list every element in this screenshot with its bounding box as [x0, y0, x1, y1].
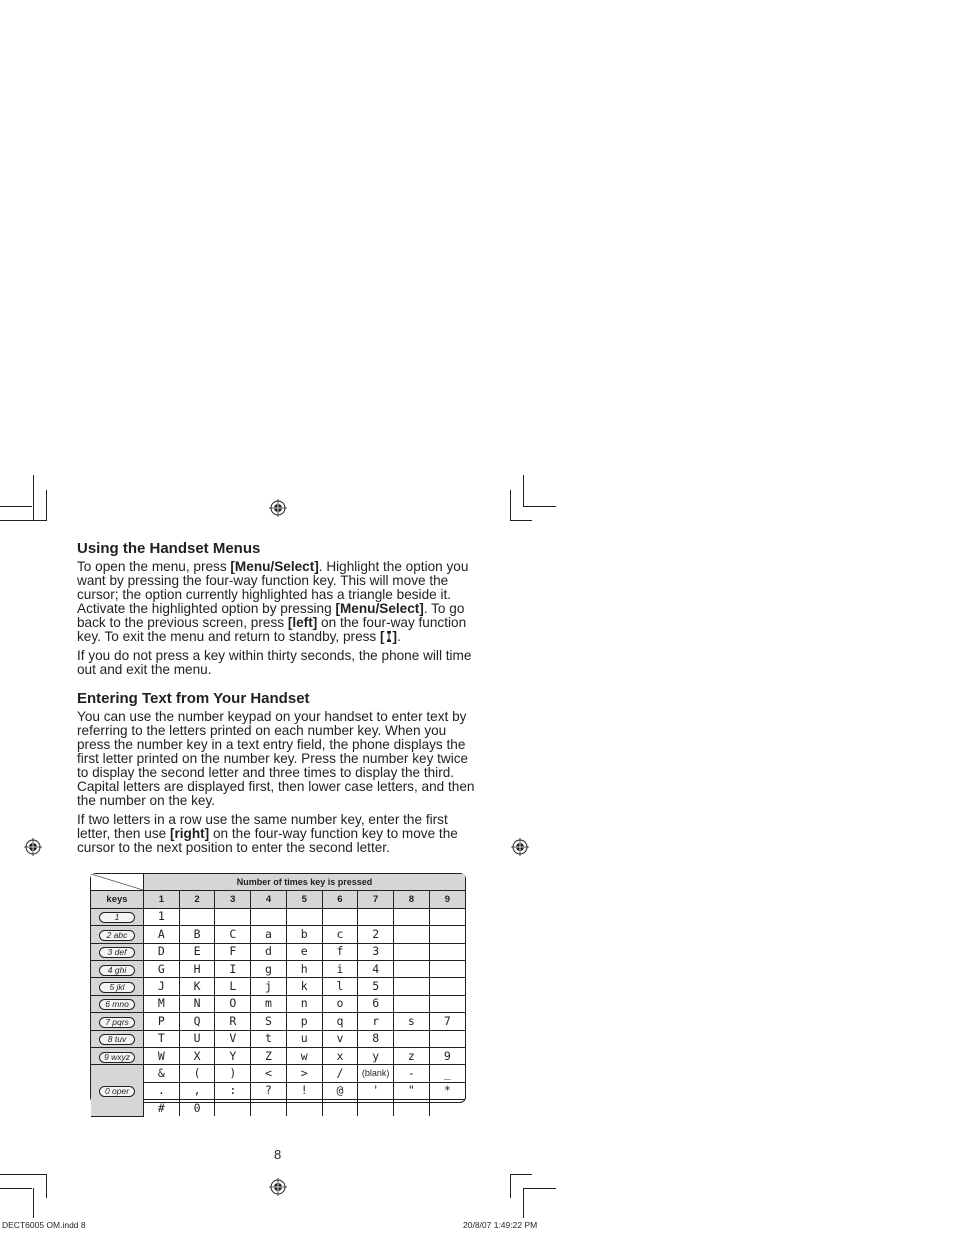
date-slug: 20/8/07 1:49:22 PM	[463, 1220, 538, 1230]
section-heading-text-entry: Entering Text from Your Handset	[77, 690, 310, 707]
char-cell: y	[358, 1047, 394, 1064]
char-cell: -	[394, 1065, 430, 1082]
table-row	[91, 978, 465, 995]
char-cell	[429, 1100, 465, 1117]
key-reference: [right]	[169, 826, 210, 841]
key-cell	[91, 1013, 144, 1030]
file-slug: DECT6005 OM.indd 8	[2, 1220, 86, 1230]
registration-mark-icon	[269, 1178, 287, 1196]
crop-mark	[523, 1188, 524, 1218]
crop-mark	[0, 506, 32, 507]
char-cell: >	[286, 1065, 322, 1082]
crop-mark	[510, 490, 511, 521]
table-row	[91, 1082, 465, 1099]
char-cell	[394, 960, 430, 977]
crop-mark	[510, 1174, 511, 1198]
table-header-row	[91, 874, 465, 891]
keys-column-header: keys	[91, 891, 144, 908]
text-run: . Highlight the option you want by pressing the four-way function key. This will move the cursor; the option currently highlighted has a triangle beside it. Activate the highlighted option by pressing	[77, 559, 469, 616]
press-count-header: 4	[251, 891, 287, 908]
char-cell: 3	[358, 943, 394, 960]
text-run: If two letters in a row use the same number key, enter the first letter, then use	[77, 812, 448, 841]
keypad-key-icon: 8 tuv	[99, 1034, 135, 1045]
char-cell: &	[144, 1065, 180, 1082]
char-cell: !	[286, 1082, 322, 1099]
keypad-key-icon: 2 abc	[99, 930, 135, 941]
crop-mark	[33, 475, 34, 521]
table-row	[91, 1013, 465, 1030]
char-cell: Z	[251, 1047, 287, 1064]
text-entry-paragraph-1: You can use the number keypad on your handset to enter text by referring to the letters printed on each number key. When you press the number key in a text entry field, the phone displays the first letter printed on the number key. Press the number key twice to display the second letter and three times to display the third. Capital letters are displayed first, then lower case letters, and then the number on the key.	[77, 709, 475, 808]
char-cell: M	[144, 995, 180, 1012]
char-cell	[429, 1030, 465, 1047]
table-row	[91, 943, 465, 960]
char-cell: N	[179, 995, 215, 1012]
char-cell: o	[322, 995, 358, 1012]
crop-mark	[46, 490, 47, 521]
press-count-header: 2	[179, 891, 215, 908]
key-reference: [	[380, 629, 385, 644]
char-cell: C	[215, 926, 251, 943]
char-cell	[394, 995, 430, 1012]
char-cell: t	[251, 1030, 287, 1047]
char-cell	[286, 1100, 322, 1117]
menus-paragraph-2: If you do not press a key within thirty seconds, the phone will time out and exit the menu.	[77, 648, 472, 677]
table-row	[91, 1100, 465, 1117]
char-cell: O	[215, 995, 251, 1012]
char-cell: (	[179, 1065, 215, 1082]
char-cell: b	[286, 926, 322, 943]
char-cell: l	[322, 978, 358, 995]
char-cell: ?	[251, 1082, 287, 1099]
char-cell: n	[286, 995, 322, 1012]
char-cell: 2	[358, 926, 394, 943]
press-count-header: 6	[322, 891, 358, 908]
char-cell: a	[251, 926, 287, 943]
crop-mark	[46, 1174, 47, 1198]
char-cell	[429, 908, 465, 925]
press-count-header: 9	[429, 891, 465, 908]
text-run: . To go back to the previous screen, press	[77, 601, 465, 630]
char-cell: K	[179, 978, 215, 995]
char-cell: X	[179, 1047, 215, 1064]
key-cell	[91, 926, 144, 943]
char-cell	[358, 1100, 394, 1117]
char-cell: 6	[358, 995, 394, 1012]
char-cell: 8	[358, 1030, 394, 1047]
key-reference: [Menu/Select]	[230, 559, 319, 574]
char-cell: i	[322, 960, 358, 977]
key-cell	[91, 978, 144, 995]
char-cell	[429, 995, 465, 1012]
char-cell: z	[394, 1047, 430, 1064]
table-row	[91, 908, 465, 925]
char-cell	[429, 960, 465, 977]
registration-mark-icon	[24, 838, 42, 856]
char-cell: m	[251, 995, 287, 1012]
char-cell: u	[286, 1030, 322, 1047]
text-run: on the four-way function key to move the cursor to the next position to enter the second letter.	[77, 826, 458, 855]
page-number: 8	[274, 1147, 282, 1162]
char-cell: A	[144, 926, 180, 943]
crop-mark	[0, 1174, 47, 1175]
crop-mark	[523, 475, 524, 507]
keypad-key-icon: 6 mno	[99, 999, 135, 1010]
key-cell	[91, 943, 144, 960]
press-count-header: 3	[215, 891, 251, 908]
key-reference: [Menu/Select]	[335, 601, 424, 616]
char-cell: 7	[429, 1013, 465, 1030]
press-count-title: Number of times key is pressed	[144, 874, 466, 891]
key-cell	[91, 1047, 144, 1064]
table-row	[91, 1047, 465, 1064]
crop-mark	[0, 520, 47, 521]
char-cell: p	[286, 1013, 322, 1030]
char-cell: d	[251, 943, 287, 960]
section-heading-menus: Using the Handset Menus	[77, 540, 261, 557]
char-cell: F	[215, 943, 251, 960]
char-cell: *	[429, 1082, 465, 1099]
char-cell: g	[251, 960, 287, 977]
keypad-key-icon: 4 ghi	[99, 965, 135, 976]
table-row	[91, 1030, 465, 1047]
char-cell: e	[286, 943, 322, 960]
char-cell: (blank)	[358, 1065, 394, 1082]
keypad-key-icon: 7 pqrs	[99, 1017, 135, 1028]
char-cell: x	[322, 1047, 358, 1064]
key-cell	[91, 908, 144, 925]
char-cell	[429, 978, 465, 995]
char-cell: I	[215, 960, 251, 977]
char-cell	[286, 908, 322, 925]
diagonal-header-cell	[91, 874, 144, 891]
registration-mark-icon	[269, 499, 287, 517]
crop-mark	[510, 520, 532, 521]
crop-mark	[523, 506, 556, 507]
char-cell: S	[251, 1013, 287, 1030]
key-character-table	[90, 873, 466, 1115]
char-cell: Q	[179, 1013, 215, 1030]
char-cell: L	[215, 978, 251, 995]
press-count-header: 8	[394, 891, 430, 908]
char-cell: 9	[429, 1047, 465, 1064]
end-call-icon	[385, 630, 393, 643]
char-cell: v	[322, 1030, 358, 1047]
char-cell: 1	[144, 908, 180, 925]
char-cell: E	[179, 943, 215, 960]
char-cell: V	[215, 1030, 251, 1047]
crop-mark	[33, 1188, 34, 1218]
char-cell: r	[358, 1013, 394, 1030]
char-cell: "	[394, 1082, 430, 1099]
table-row	[91, 926, 465, 943]
char-cell: #	[144, 1100, 180, 1117]
press-count-header: 7	[358, 891, 394, 908]
char-cell: s	[394, 1013, 430, 1030]
keypad-key-icon: 0 oper	[99, 1086, 135, 1097]
text-run: To open the menu, press	[77, 559, 231, 574]
char-cell: U	[179, 1030, 215, 1047]
key-cell	[91, 1065, 144, 1117]
text-run: .	[397, 629, 401, 644]
char-cell: q	[322, 1013, 358, 1030]
menus-paragraph-1	[77, 560, 479, 644]
char-cell	[394, 1030, 430, 1047]
char-cell	[179, 908, 215, 925]
char-cell: j	[251, 978, 287, 995]
registration-mark-icon	[511, 838, 529, 856]
crop-mark	[510, 1174, 532, 1175]
table-header-row	[91, 891, 465, 908]
char-cell	[394, 908, 430, 925]
key-cell	[91, 1030, 144, 1047]
char-cell: J	[144, 978, 180, 995]
char-cell: :	[215, 1082, 251, 1099]
char-cell: h	[286, 960, 322, 977]
char-cell: k	[286, 978, 322, 995]
keypad-key-icon: 9 wxyz	[99, 1052, 135, 1063]
crop-mark	[523, 1188, 556, 1189]
main-content	[77, 540, 479, 860]
char-cell: )	[215, 1065, 251, 1082]
char-cell	[322, 1100, 358, 1117]
char-cell: _	[429, 1065, 465, 1082]
char-cell	[394, 978, 430, 995]
press-count-header: 5	[286, 891, 322, 908]
char-cell: B	[179, 926, 215, 943]
char-cell	[251, 1100, 287, 1117]
key-reference: ]	[392, 629, 398, 644]
key-cell	[91, 960, 144, 977]
char-cell: T	[144, 1030, 180, 1047]
char-cell	[429, 943, 465, 960]
table-row	[91, 1065, 465, 1082]
crop-mark	[0, 1188, 32, 1189]
char-cell: 5	[358, 978, 394, 995]
text-entry-paragraph-2	[77, 813, 479, 855]
table-row	[91, 960, 465, 977]
char-cell: '	[358, 1082, 394, 1099]
char-cell	[251, 908, 287, 925]
keypad-key-icon: 5 jkl	[99, 982, 135, 993]
char-cell: ,	[179, 1082, 215, 1099]
char-cell: f	[322, 943, 358, 960]
char-cell	[358, 908, 394, 925]
key-reference: [left]	[287, 615, 318, 630]
char-cell: /	[322, 1065, 358, 1082]
char-cell: W	[144, 1047, 180, 1064]
char-cell	[429, 926, 465, 943]
char-cell: H	[179, 960, 215, 977]
char-cell: G	[144, 960, 180, 977]
char-cell: <	[251, 1065, 287, 1082]
char-cell: .	[144, 1082, 180, 1099]
text-run: on the four-way function key. To exit the menu and return to standby, press	[77, 615, 467, 644]
char-cell: D	[144, 943, 180, 960]
table-row	[91, 995, 465, 1012]
char-cell	[322, 908, 358, 925]
char-cell: Y	[215, 1047, 251, 1064]
key-cell	[91, 995, 144, 1012]
press-count-header: 1	[144, 891, 180, 908]
char-cell: P	[144, 1013, 180, 1030]
char-cell: R	[215, 1013, 251, 1030]
char-cell: w	[286, 1047, 322, 1064]
char-cell	[394, 1100, 430, 1117]
char-cell	[394, 943, 430, 960]
char-cell: @	[322, 1082, 358, 1099]
char-cell	[215, 1100, 251, 1117]
char-cell: 0	[179, 1100, 215, 1117]
char-cell	[394, 926, 430, 943]
char-cell	[215, 908, 251, 925]
keypad-key-icon: 3 def	[99, 947, 135, 958]
char-cell: c	[322, 926, 358, 943]
keypad-key-icon: 1	[99, 912, 135, 923]
char-cell: 4	[358, 960, 394, 977]
